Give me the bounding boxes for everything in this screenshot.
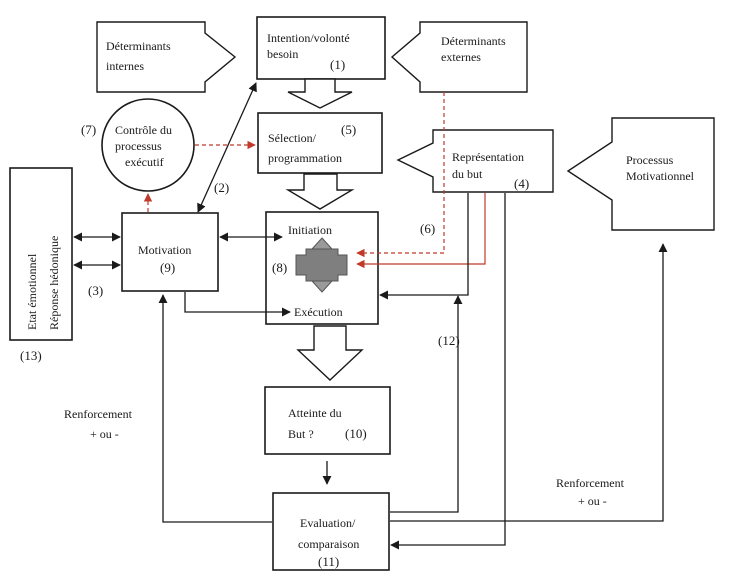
determinants-externes-arrow: [392, 22, 527, 92]
renforcement-right-line1: Renforcement: [556, 476, 624, 490]
controle-line1: Contrôle du: [115, 123, 172, 137]
etat-emotionnel-box: [10, 168, 72, 363]
initiation-label: Initiation: [288, 223, 332, 237]
selection-line1: Sélection/: [268, 131, 316, 145]
intention-line1: Intention/volonté: [267, 31, 350, 45]
atteinte-box: [265, 387, 390, 454]
etat-number: (13): [20, 348, 42, 363]
controle-number: (7): [81, 122, 97, 137]
evaluation-line2: comparaison: [298, 537, 360, 551]
processus-line1: Processus: [626, 153, 674, 167]
evaluation-box: [273, 493, 389, 570]
etat-line1: Etat émotionnel: [25, 253, 39, 330]
intention-number: (1): [330, 57, 346, 72]
evaluation-execution-return: [390, 296, 458, 512]
execution-number: (8): [272, 260, 288, 275]
controle-line2: processus: [115, 139, 162, 153]
representation-line1: Représentation: [452, 150, 524, 164]
motivation-label: Motivation: [138, 243, 192, 257]
determinants-internes-line2: internes: [106, 59, 144, 73]
processus-motivationnel-arrow: [568, 118, 714, 230]
representation-execution-connector: [380, 193, 468, 295]
representation-line2: du but: [452, 167, 483, 181]
selection-line2: programmation: [268, 151, 342, 165]
initiation-execution-box: [266, 212, 378, 324]
determinants-externes-line2: externes: [441, 50, 481, 64]
atteinte-number: (10): [345, 426, 367, 441]
intention-line2: besoin: [267, 47, 299, 61]
representation-evaluation-connector: [391, 193, 505, 545]
determinants-externes-line1: Déterminants: [441, 34, 506, 48]
execution-label: Exécution: [294, 305, 343, 319]
label-2: (2): [214, 180, 230, 195]
renforcement-left-line1: Renforcement: [64, 407, 132, 421]
execution-to-atteinte-arrow: [298, 326, 362, 380]
determinants-internes-line1: Déterminants: [106, 39, 171, 53]
motivation-number: (9): [160, 260, 176, 275]
label-12: (12): [438, 333, 460, 348]
controle-circle: [81, 99, 194, 191]
atteinte-line2: But ?: [288, 427, 314, 441]
label-3: (3): [88, 283, 104, 298]
processus-line2: Motivationnel: [626, 169, 694, 183]
motivation-box: [122, 213, 218, 291]
renforcement-right-line2: + ou -: [578, 494, 607, 508]
intention-to-selection-arrow: [288, 79, 352, 108]
determinants-internes-arrow: [97, 22, 235, 92]
renforcement-left-line2: + ou -: [90, 427, 119, 441]
atteinte-line1: Atteinte du: [288, 406, 342, 420]
evaluation-line1: Evaluation/: [300, 516, 356, 530]
selection-to-initiation-arrow: [288, 174, 352, 209]
evaluation-number: (11): [318, 554, 340, 569]
representation-number: (4): [514, 176, 530, 191]
intention-box: [257, 17, 385, 79]
etat-line2: Réponse hédonique: [47, 235, 61, 330]
selection-box: [258, 113, 382, 173]
evaluation-motivation-feedback: [163, 295, 272, 522]
selection-number: (5): [341, 122, 357, 137]
label-6: (6): [420, 221, 436, 236]
representation-arrow: [398, 130, 553, 192]
controle-line3: exécutif: [125, 155, 164, 169]
